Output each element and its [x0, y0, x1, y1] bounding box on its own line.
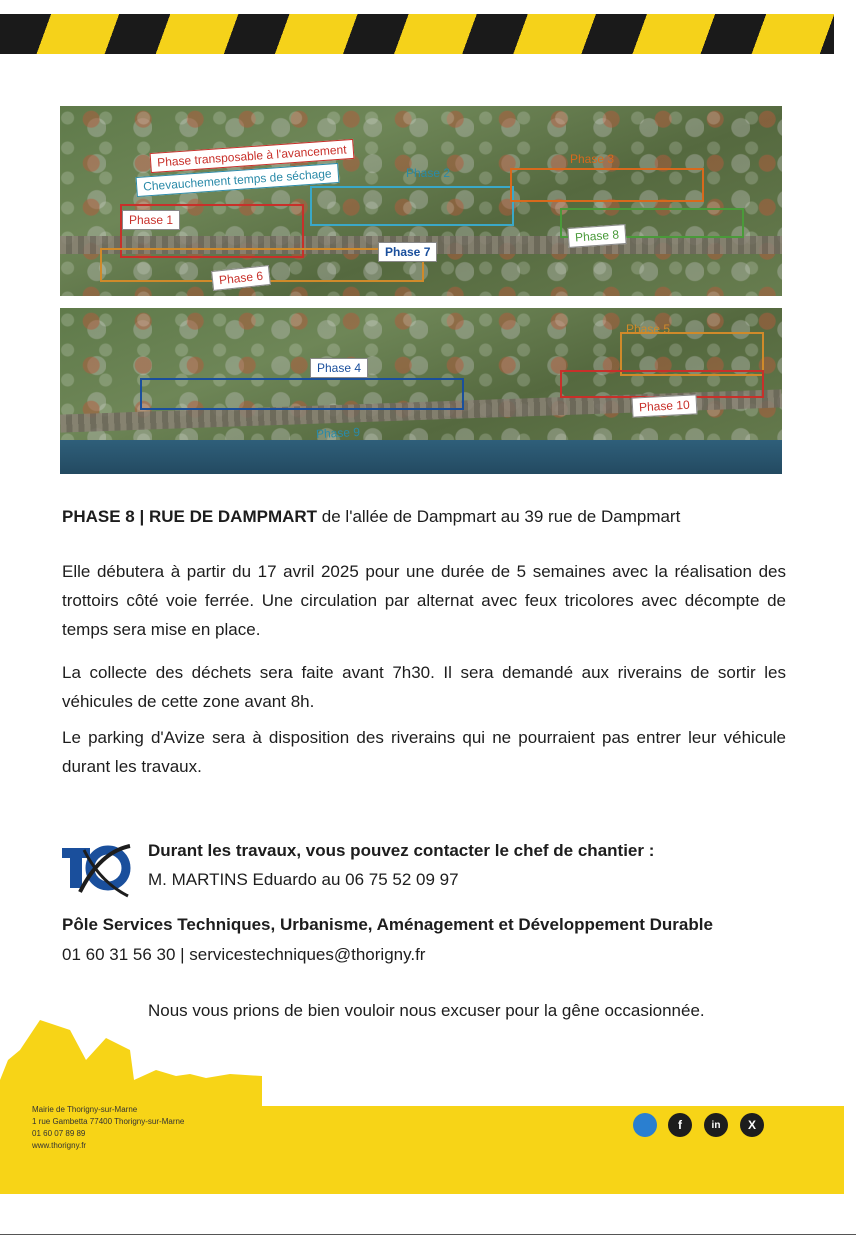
phase-heading	[62, 507, 680, 527]
town-hall-address	[32, 1104, 184, 1152]
circle-icon[interactable]	[633, 1113, 657, 1137]
label-phase5: Phase 5	[626, 322, 671, 336]
linkedin-icon[interactable]: in	[704, 1113, 728, 1137]
x-icon[interactable]: X	[740, 1113, 764, 1137]
zone-phase10	[560, 370, 764, 398]
label-phase1: Phase 1	[122, 210, 180, 230]
facebook-icon[interactable]: f	[668, 1113, 692, 1137]
phase-map-top	[60, 106, 782, 296]
hazard-stripe-banner	[0, 14, 834, 54]
paragraph-parking: Le parking d'Avize sera à disposition des riverains qui ne pourraient pas entrer leur véhicule durant les travaux.	[62, 728, 786, 776]
zone-phase3	[510, 168, 704, 202]
paragraph-waste: La collecte des déchets sera faite avant 7h30. Il sera demandé aux riverains de sortir les véhicules de cette zone avant 8h.	[62, 663, 786, 711]
paragraph-schedule: Elle débutera à partir du 17 avril 2025 pour une durée de 5 semaines avec la réalisation des trottoirs côté voie ferrée. Une circulation par alternat avec feux tricolores avec décompte de temps sera mise en place.	[62, 562, 786, 639]
label-phase8: Phase 8	[567, 224, 626, 248]
zone-phase4	[140, 378, 464, 410]
label-chevauchement: Chevauchement temps de séchage	[136, 163, 340, 197]
heading-rest: de l'allée de Dampmart au 39 rue de Dampmart	[317, 507, 681, 526]
apology-text: Nous vous prions de bien vouloir nous excuser pour la gêne occasionnée.	[148, 1001, 705, 1020]
address-website[interactable]: www.thorigny.fr	[32, 1141, 87, 1150]
label-phase3: Phase 3	[570, 152, 615, 166]
label-phase4: Phase 4	[310, 358, 368, 378]
zone-phase2	[310, 186, 514, 226]
phase-map-bottom	[60, 308, 782, 474]
pole-contact: 01 60 31 56 30 | servicestechniques@thorigny.fr	[62, 945, 426, 964]
contact-title: Durant les travaux, vous pouvez contacter le chef de chantier :	[148, 841, 655, 860]
address-line: 1 rue Gambetta 77400 Thorigny-sur-Marne	[32, 1117, 185, 1126]
label-phase10: Phase 10	[632, 394, 698, 417]
contact-phone: M. MARTINS Eduardo au 06 75 52 09 97	[148, 870, 459, 889]
address-phone: 01 60 07 89 89	[32, 1129, 86, 1138]
contractor-logo	[60, 842, 134, 902]
label-phase9: Phase 9	[315, 424, 361, 442]
label-phase7: Phase 7	[378, 242, 437, 262]
label-phase-transposable: Phase transposable à l'avancement	[150, 139, 355, 173]
pole-title: Pôle Services Techniques, Urbanisme, Aménagement et Développement Durable	[62, 915, 713, 934]
label-phase2: Phase 2	[406, 166, 451, 180]
river	[60, 440, 782, 474]
heading-bold: PHASE 8 | RUE DE DAMPMART	[62, 507, 318, 526]
bottom-rule	[0, 1234, 856, 1235]
label-phase6: Phase 6	[211, 265, 271, 291]
address-line: Mairie de Thorigny-sur-Marne	[32, 1105, 138, 1114]
